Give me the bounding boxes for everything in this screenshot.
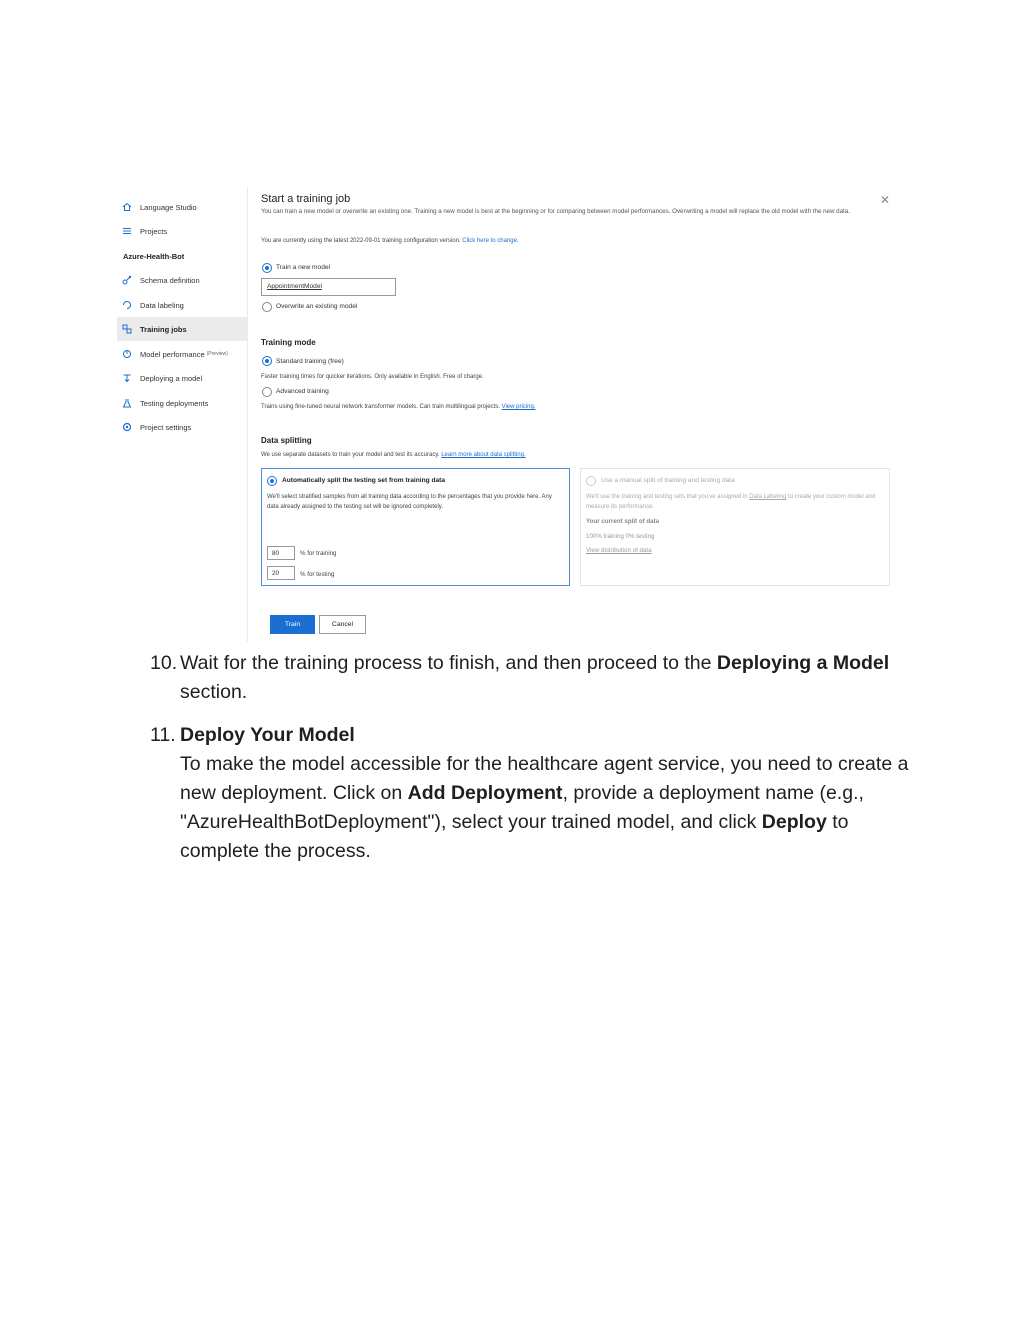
sidebar-item-label: Data labeling — [140, 300, 184, 310]
advanced-training-radio[interactable] — [262, 387, 272, 397]
step-10 — [150, 649, 920, 707]
sidebar-item-label: Training jobs — [140, 324, 187, 334]
panel-title: Start a training job — [261, 193, 351, 205]
cancel-button[interactable]: Cancel — [319, 615, 366, 634]
testing-percent-input[interactable]: 20 — [267, 566, 295, 580]
sidebar-item-label: Language Studio — [140, 202, 197, 212]
sidebar-item-label: Schema definition — [140, 275, 200, 285]
step-11 — [150, 721, 920, 866]
current-split-value: 100% training 0% testing — [586, 533, 655, 540]
step-text: To make the model accessible for the healthcare agent service, you need to create a new deployment. Click on — [180, 753, 909, 804]
close-icon[interactable]: ✕ — [879, 193, 890, 207]
panel-description: You can train a new model or overwrite an existing one. Training a new model is best at the beginning or for comparing between model performances. Overwriting a model will replace the old model with the new data. — [261, 208, 850, 215]
advanced-note-text: Trains using fine-tuned neural network transformer models. Can train multilingual projects. — [261, 404, 500, 410]
training-icon — [122, 324, 132, 334]
performance-icon — [122, 349, 132, 359]
schema-icon — [122, 275, 132, 285]
sidebar-item-language-studio[interactable] — [117, 195, 247, 219]
sidebar-item-project-settings[interactable] — [117, 415, 247, 439]
manual-split-text-end: to create your custom model and measure its performance. — [586, 494, 876, 510]
step-text: Wait for the training process to finish, and then proceed to the — [180, 652, 717, 674]
training-mode-heading: Training mode — [261, 338, 316, 347]
step-body — [180, 649, 920, 707]
home-icon — [122, 202, 132, 212]
step-text-end: section. — [180, 681, 248, 703]
preview-badge: (Preview) — [206, 351, 228, 357]
standard-training-radio[interactable] — [262, 356, 272, 366]
auto-split-body: We'll select stratified samples from all training data according to the percentages that you provide here. Any data already assigned to the testing set will be ignored completely. — [267, 494, 552, 510]
standard-training-label: Standard training (free) — [276, 358, 344, 365]
training-percent-input[interactable]: 80 — [267, 546, 295, 560]
manual-split-card[interactable] — [580, 468, 890, 586]
auto-split-card[interactable] — [261, 468, 570, 586]
sidebar-item-training-jobs[interactable] — [117, 317, 247, 341]
testing-percent-label: % for testing — [300, 571, 335, 578]
data-splitting-heading: Data splitting — [261, 436, 312, 445]
step-bold-text: Deploying a Model — [716, 652, 890, 674]
deploy-icon — [122, 373, 132, 383]
sidebar-item-label: Projects — [140, 226, 168, 236]
step-text-middle: , provide a deployment name (e.g., "AzureHealthBotDeployment"), select your trained model, and click — [180, 782, 864, 833]
advanced-training-note — [261, 404, 535, 410]
training-percent-label: % for training — [300, 550, 337, 557]
manual-split-radio[interactable] — [586, 476, 596, 486]
step-text-end: to complete the process. — [180, 811, 849, 862]
sidebar-item-label: Testing deployments — [140, 398, 209, 408]
list-icon — [122, 226, 132, 236]
view-pricing-link[interactable]: View pricing. — [501, 404, 536, 410]
sidebar-item-label: Model performance — [140, 349, 205, 359]
manual-split-text: We'll use the training and testing sets that you've assigned in — [586, 494, 748, 500]
sidebar-item-projects[interactable] — [117, 219, 247, 243]
learn-more-link[interactable]: Learn more about data splitting. — [441, 452, 526, 458]
overwrite-radio[interactable] — [262, 302, 272, 312]
training-screenshot — [117, 187, 900, 642]
step-number: 11. — [150, 724, 176, 746]
train-button[interactable]: Train — [270, 615, 315, 634]
flask-icon — [122, 398, 132, 408]
sidebar-item-label: Project settings — [140, 422, 192, 432]
auto-split-radio[interactable] — [267, 476, 277, 486]
manual-split-body — [586, 492, 882, 512]
add-deployment-text: Add Deployment — [407, 782, 563, 804]
sidebar-item-testing-deployments[interactable] — [117, 391, 247, 415]
sidebar-item-model-performance[interactable] — [117, 342, 247, 366]
data-labeling-link[interactable]: Data Labeling — [749, 494, 787, 500]
overwrite-label: Overwrite an existing model — [276, 303, 358, 310]
view-distribution-link[interactable]: View distribution of data — [586, 547, 652, 554]
model-name-input[interactable]: AppointmentModel — [261, 278, 396, 296]
data-splitting-note — [261, 452, 526, 458]
step-body — [180, 721, 920, 866]
advanced-training-label: Advanced training — [276, 388, 329, 395]
step-number: 10. — [150, 652, 178, 674]
auto-split-label: Automatically split the testing set from training data — [282, 477, 446, 484]
data-splitting-text: We use separate datasets to train your model and test its accuracy. — [261, 452, 440, 458]
standard-training-note: Faster training times for quicker iterations. Only available in English. Free of charge. — [261, 374, 484, 380]
current-split-heading: Your current split of data — [586, 518, 660, 525]
sidebar-item-schema-definition[interactable] — [117, 268, 247, 292]
manual-split-label: Use a manual split of training and testing data — [601, 477, 735, 484]
sidebar-item-deploying-a-model[interactable] — [117, 366, 247, 390]
version-note-text: You are currently using the latest 2022-09-01 training configuration version. — [261, 238, 461, 244]
step-heading: Deploy Your Model — [180, 724, 355, 746]
version-note — [261, 238, 519, 244]
tag-icon — [122, 300, 132, 310]
train-new-label: Train a new model — [276, 264, 330, 271]
change-version-link[interactable]: Click here to change. — [462, 238, 519, 244]
project-name: Azure-Health-Bot — [123, 252, 185, 261]
training-panel — [247, 187, 900, 642]
train-new-radio[interactable] — [262, 263, 272, 273]
gear-icon — [122, 422, 132, 432]
sidebar — [117, 187, 247, 642]
sidebar-item-data-labeling[interactable] — [117, 293, 247, 317]
sidebar-item-label: Deploying a model — [140, 373, 203, 383]
deploy-text: Deploy — [761, 811, 827, 833]
